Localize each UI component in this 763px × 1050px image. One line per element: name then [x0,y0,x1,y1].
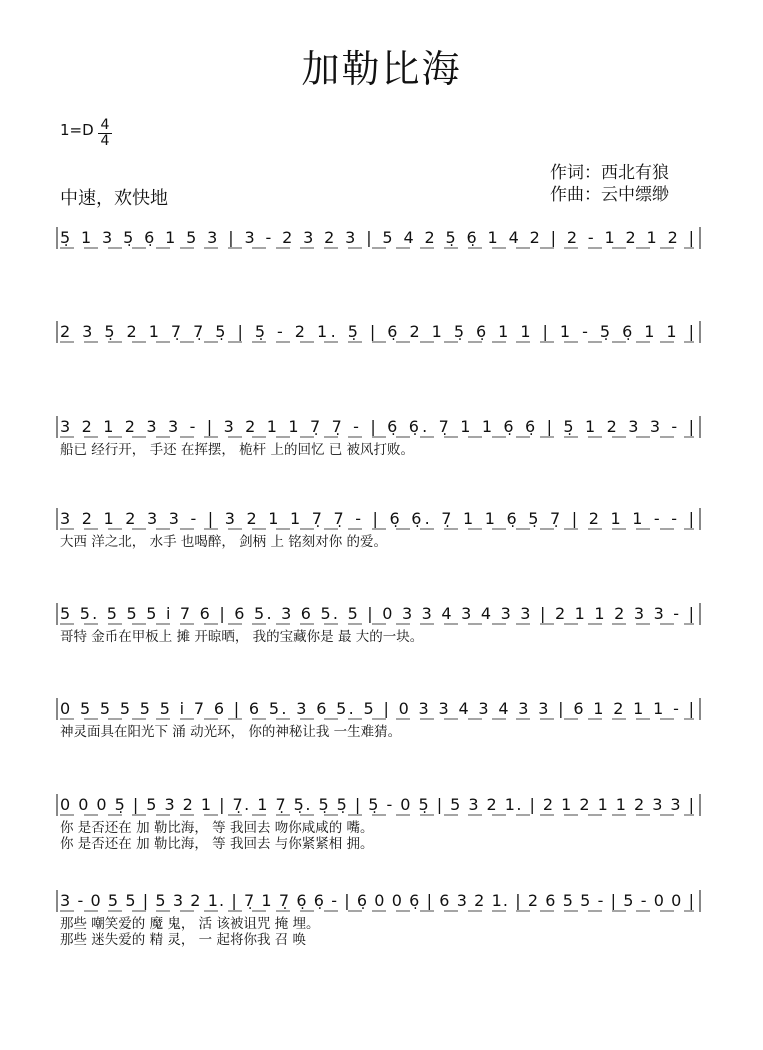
notation-line: 5 5. 5 5 5 i 7 6 | 6 5. 3 6 5. 5 | 0 3 3 4 3 4 3 3 | 2 1 1 2 3 3 - | [60,604,694,623]
notation-line: 5̣ 1 3 5̣ 6̣ 1 5 3 | 3 - 2 3 2 3 | 5 4 2 5̣ 6̣ 1 4 2 | 2 - 1 2 1 2 | [60,228,695,247]
key-signature: 1=D [60,121,94,139]
meter-bottom: 4 [100,133,110,149]
notation-line: 3 2 1 2 3 3 - | 3 2 1 1 7̣ 7̣ - | 6̣ 6̣. 7̣ 1 1 6̣ 5̣ 7̣ | 2 1 1 - - | [60,509,695,528]
music-system [57,416,700,458]
lyric-line: 船已 经行开， 手还 在挥摆， 桅杆 上的回忆 已 被风打败。 [60,442,415,458]
lyric-line: 你 是否还在 加 勒比海， 等 我回去 吻你咸咸的 嘴。 [60,820,374,836]
lyricist-credit: 作词：西北有狼 [550,163,669,183]
lyric-line: 大西 洋之北， 水手 也喝醉， 剑柄 上 铭刻对你 的爱。 [60,534,388,550]
lyric-line: 神灵面具在阳光下 涌 动光环， 你的神秘让我 一生难猜。 [60,724,402,740]
meter-top: 4 [100,117,110,133]
music-system [57,698,700,740]
lyric-line: 哥特 金币在甲板上 摊 开晾晒， 我的宝藏你是 最 大的一块。 [60,629,424,645]
notation-line: 0 5 5 5 5 5 i 7 6 | 6 5. 3 6 5. 5 | 0 3 3 4 3 4 3 3 | 6 1 2 1 1 - | [60,699,695,718]
notation-line: 0 0 0 5̣ | 5 3 2 1 | 7̣. 1 7̣ 5̣. 5̣ 5̣ | 5̣ - 0 5̣ | 5 3 2 1. | 2 1 2 1 1 2 3 3 | [60,795,695,814]
notation-line: 3 - 0 5 5 | 5 3 2 1. | 7̣ 1 7̣ 6̣ 6̣ - | 6̣ 0 0 6̣ | 6 3 2 1. | 2 6 5 5 - | 5 - 0 0 | [60,891,695,910]
lyric-line: 你 是否还在 加 勒比海， 等 我回去 与你紧紧相 拥。 [60,836,374,852]
composer-credit: 作曲：云中缥缈 [550,185,669,205]
notation-line: 2 3 5̣ 2 1 7̣ 7̣ 5̣ | 5̣ - 2 1. 5̣ | 6̣ 2 1 5̣ 6̣ 1 1 | 1 - 5̣ 6̣ 1 1 | [60,322,694,341]
song-title: 加勒比海 [301,47,462,91]
music-system [57,890,700,948]
notation-line: 3 2 1 2 3 3 - | 3 2 1 1 7̣ 7̣ - | 6̣ 6̣. 7̣ 1 1 6̣ 6̣ | 5̣ 1 2 3 3 - | [60,417,695,436]
music-system [57,321,700,343]
tempo-marking: 中速，欢快地 [60,188,168,209]
lyric-line: 那些 迷失爱的 精 灵， 一 起将你我 召 唤 [60,932,307,948]
lyric-line: 那些 嘲笑爱的 魔 鬼， 活 该被诅咒 掩 埋。 [60,916,320,932]
music-system [57,227,700,249]
music-system [57,603,700,645]
music-system [57,508,700,550]
music-system [57,794,700,852]
